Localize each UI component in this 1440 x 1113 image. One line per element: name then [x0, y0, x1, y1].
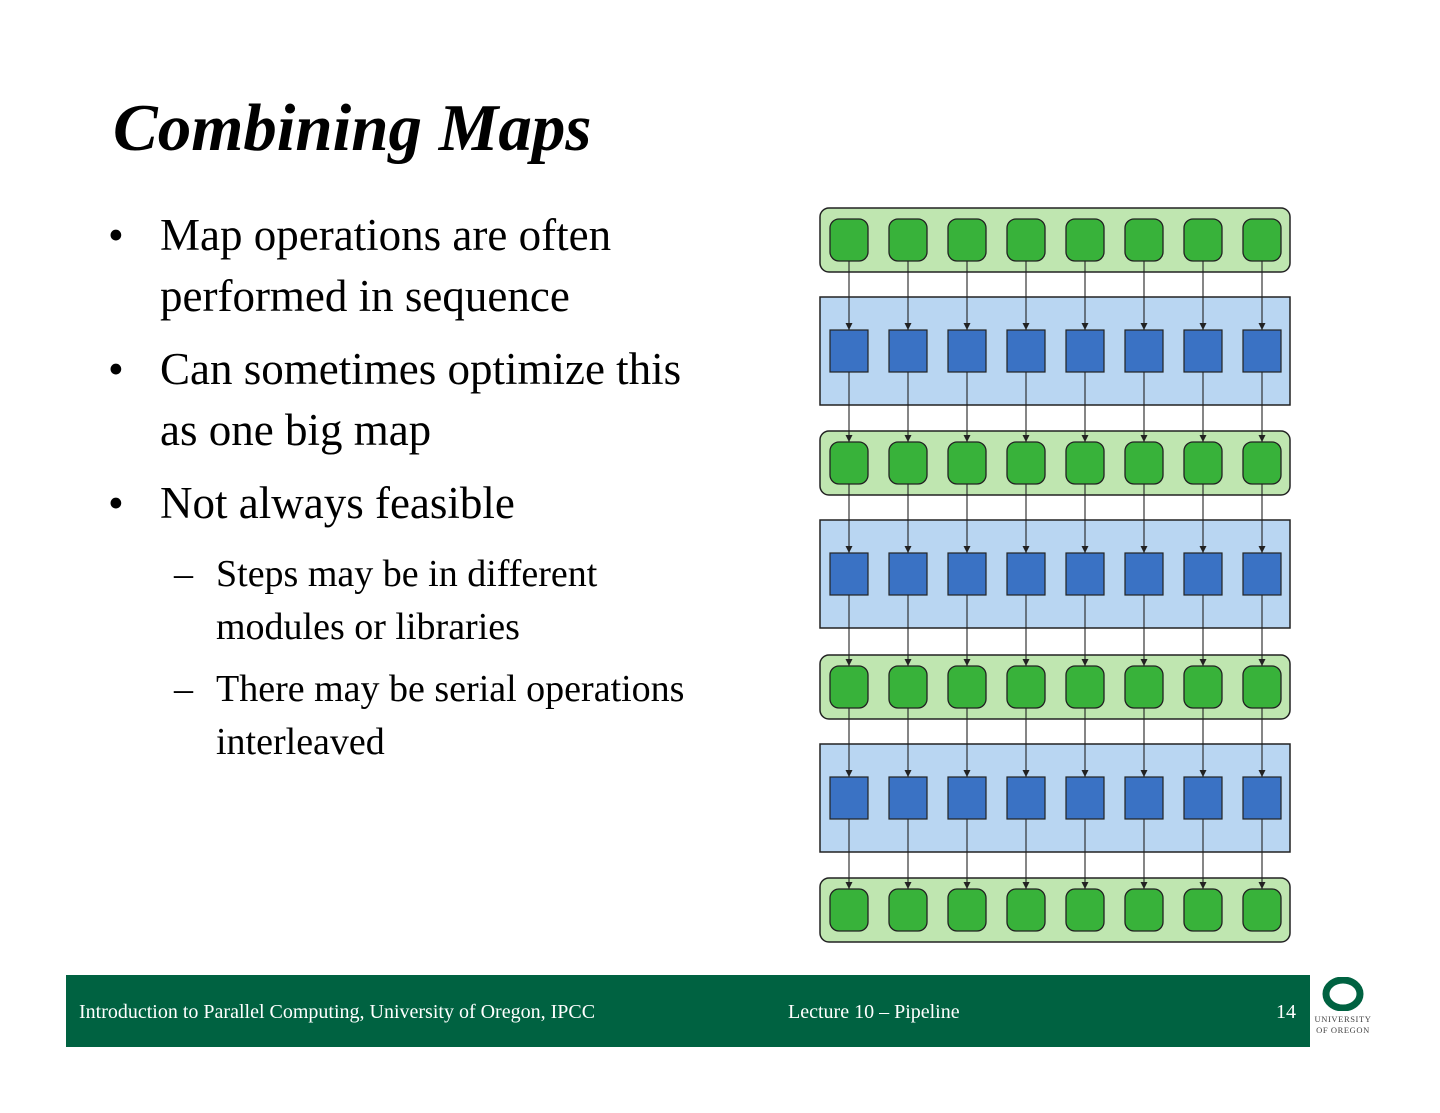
map-node: [1066, 777, 1104, 819]
bullet-list: [108, 205, 728, 778]
sub-bullet-marker: –: [174, 553, 193, 595]
page-number: 14: [1276, 1001, 1296, 1023]
sub-bullet-item: [108, 663, 728, 769]
data-node: [830, 889, 868, 931]
map-node: [830, 777, 868, 819]
map-node: [1066, 330, 1104, 372]
map-pipeline-diagram: [812, 200, 1298, 950]
data-node: [1184, 666, 1222, 708]
data-node: [1125, 666, 1163, 708]
map-node: [948, 777, 986, 819]
map-node: [1243, 777, 1281, 819]
university-logo: [1312, 977, 1374, 1047]
bullet-marker: •: [108, 478, 124, 528]
map-node: [1125, 553, 1163, 595]
data-node: [948, 219, 986, 261]
data-node: [948, 889, 986, 931]
data-node: [1125, 889, 1163, 931]
data-node: [1243, 666, 1281, 708]
data-node: [1007, 889, 1045, 931]
data-node: [1243, 219, 1281, 261]
map-node: [1007, 330, 1045, 372]
map-node: [948, 553, 986, 595]
sub-bullet-item: [108, 548, 728, 654]
bullet-text: Not always feasible: [160, 478, 515, 528]
map-node: [830, 330, 868, 372]
data-node: [948, 442, 986, 484]
data-node: [1184, 442, 1222, 484]
sub-bullet-text: There may be serial operations interleaved: [216, 668, 685, 763]
data-node: [830, 442, 868, 484]
map-node: [948, 330, 986, 372]
data-node: [1125, 219, 1163, 261]
sub-bullet-marker: –: [174, 668, 193, 710]
data-node: [1007, 666, 1045, 708]
bullet-item: [108, 473, 728, 534]
map-node: [1125, 330, 1163, 372]
footer-lecture: Lecture 10 – Pipeline: [788, 1001, 960, 1023]
map-node: [1007, 777, 1045, 819]
data-node: [1066, 442, 1104, 484]
map-node: [1007, 553, 1045, 595]
logo-line-2: OF OREGON: [1316, 1025, 1370, 1035]
map-node: [889, 553, 927, 595]
map-node: [830, 553, 868, 595]
bullet-text: Can sometimes optimize this as one big map: [160, 344, 682, 455]
logo-line-1: UNIVERSITY: [1314, 1014, 1372, 1024]
data-node: [830, 219, 868, 261]
footer-bar: [66, 975, 1310, 1047]
footer-course: Introduction to Parallel Computing, University of Oregon, IPCC: [79, 1001, 596, 1023]
bullet-item: [108, 205, 728, 327]
map-node: [1184, 777, 1222, 819]
bullet-item: [108, 339, 728, 461]
oregon-o-icon: [1322, 977, 1364, 1011]
slide-title: Combining Maps: [113, 91, 592, 165]
data-node: [889, 889, 927, 931]
map-node: [1184, 330, 1222, 372]
data-node: [1243, 889, 1281, 931]
data-node: [1066, 666, 1104, 708]
map-node: [1184, 553, 1222, 595]
data-node: [1066, 889, 1104, 931]
map-node: [889, 777, 927, 819]
bullet-marker: •: [108, 344, 124, 394]
data-node: [948, 666, 986, 708]
data-node: [889, 666, 927, 708]
data-node: [1125, 442, 1163, 484]
map-node: [889, 330, 927, 372]
data-node: [1184, 219, 1222, 261]
data-node: [830, 666, 868, 708]
data-node: [1066, 219, 1104, 261]
map-node: [1125, 777, 1163, 819]
map-node: [1243, 330, 1281, 372]
data-node: [889, 442, 927, 484]
map-node: [1066, 553, 1104, 595]
data-node: [1243, 442, 1281, 484]
sub-bullet-text: Steps may be in different modules or libraries: [216, 553, 598, 648]
data-node: [889, 219, 927, 261]
bullet-marker: •: [108, 210, 124, 260]
bullet-text: Map operations are often performed in sequence: [160, 210, 612, 321]
data-node: [1007, 219, 1045, 261]
data-node: [1184, 889, 1222, 931]
map-node: [1243, 553, 1281, 595]
data-node: [1007, 442, 1045, 484]
